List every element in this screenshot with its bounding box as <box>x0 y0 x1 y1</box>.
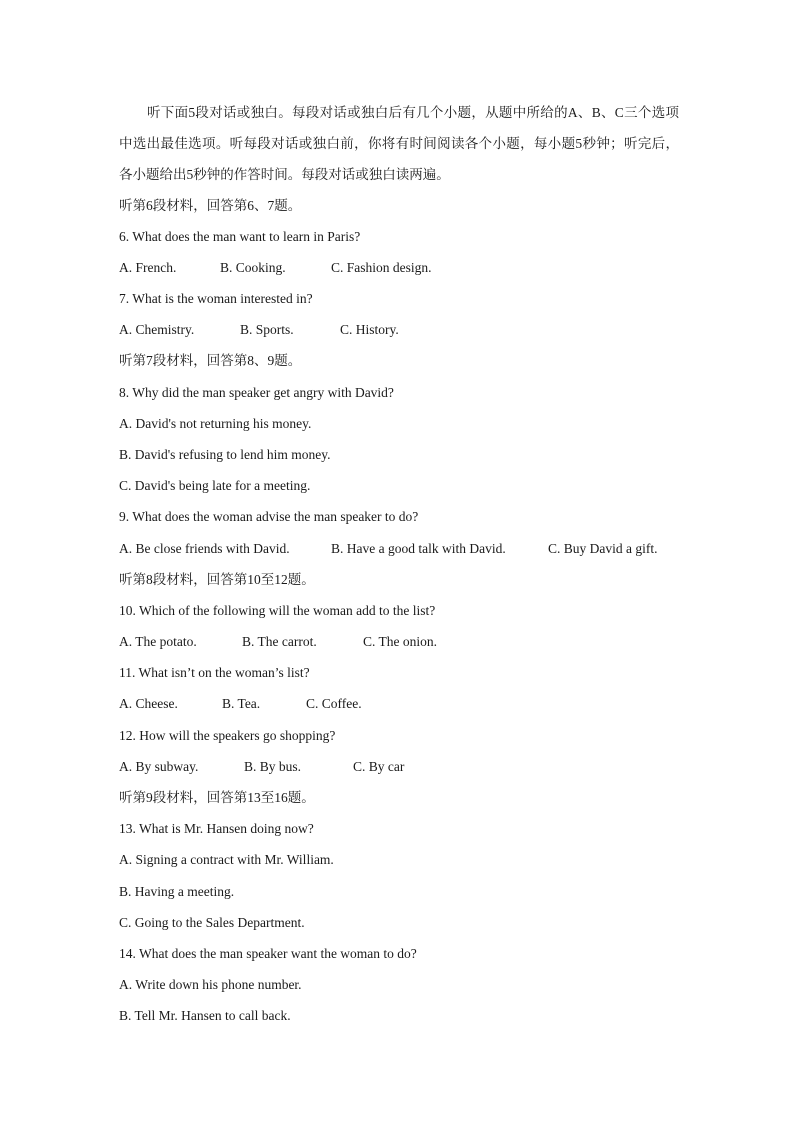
option-6b: B. Cooking. <box>220 260 286 275</box>
option-13a: A. Signing a contract with Mr. William. <box>119 852 334 867</box>
option-6c: C. Fashion design. <box>331 260 432 275</box>
option-14b: B. Tell Mr. Hansen to call back. <box>119 1008 291 1023</box>
option-13c: C. Going to the Sales Department. <box>119 915 305 930</box>
question-11: 11. What isn’t on the woman’s list? <box>119 665 310 680</box>
section-heading-8: 听第8段材料，回答第10至12题。 <box>119 572 315 587</box>
option-9a: A. Be close friends with David. <box>119 541 290 556</box>
option-7a: A. Chemistry. <box>119 322 195 337</box>
options-9 <box>119 540 658 558</box>
option-9c: C. Buy David a gift. <box>548 541 658 556</box>
option-8a: A. David's not returning his money. <box>119 416 312 431</box>
question-6: 6. What does the man want to learn in Paris? <box>119 229 361 244</box>
option-7b: B. Sports. <box>240 322 294 337</box>
question-7: 7. What is the woman interested in? <box>119 291 313 306</box>
option-9b: B. Have a good talk with David. <box>331 541 506 556</box>
options-6 <box>119 259 432 277</box>
option-11b: B. Tea. <box>222 696 261 711</box>
options-12 <box>119 758 404 776</box>
option-10a: A. The potato. <box>119 634 197 649</box>
option-13b: B. Having a meeting. <box>119 884 235 899</box>
option-12b: B. By bus. <box>244 759 302 774</box>
listening-instructions: 听下面5段对话或独白。每段对话或独白后有几个小题，从题中所给的A、B、C三个选项中选出最佳选项。听每段对话或独白前，你将有时间阅读各个小题，每小题5秒钟；听完后，各小题给出5秒钟的作答时间。每段对话或独白读两遍。 <box>119 105 679 183</box>
option-12c: C. By car <box>353 759 405 774</box>
section-heading-7: 听第7段材料，回答第8、9题。 <box>119 353 302 368</box>
option-11a: A. Cheese. <box>119 696 178 711</box>
options-10 <box>119 633 437 651</box>
option-7c: C. History. <box>340 322 399 337</box>
options-11 <box>119 695 362 713</box>
option-8b: B. David's refusing to lend him money. <box>119 447 331 462</box>
question-10: 10. Which of the following will the woman add to the list? <box>119 603 436 618</box>
options-7 <box>119 321 399 339</box>
question-14: 14. What does the man speaker want the woman to do? <box>119 946 417 961</box>
option-10c: C. The onion. <box>363 634 437 649</box>
section-heading-9: 听第9段材料，回答第13至16题。 <box>119 790 315 805</box>
option-6a: A. French. <box>119 260 177 275</box>
question-13: 13. What is Mr. Hansen doing now? <box>119 821 314 836</box>
question-8: 8. Why did the man speaker get angry with David? <box>119 385 394 400</box>
option-14a: A. Write down his phone number. <box>119 977 302 992</box>
option-10b: B. The carrot. <box>242 634 317 649</box>
question-9: 9. What does the woman advise the man speaker to do? <box>119 509 419 524</box>
question-12: 12. How will the speakers go shopping? <box>119 728 336 743</box>
section-heading-6: 听第6段材料，回答第6、7题。 <box>119 198 302 213</box>
option-12a: A. By subway. <box>119 759 199 774</box>
option-11c: C. Coffee. <box>306 696 362 711</box>
option-8c: C. David's being late for a meeting. <box>119 478 311 493</box>
